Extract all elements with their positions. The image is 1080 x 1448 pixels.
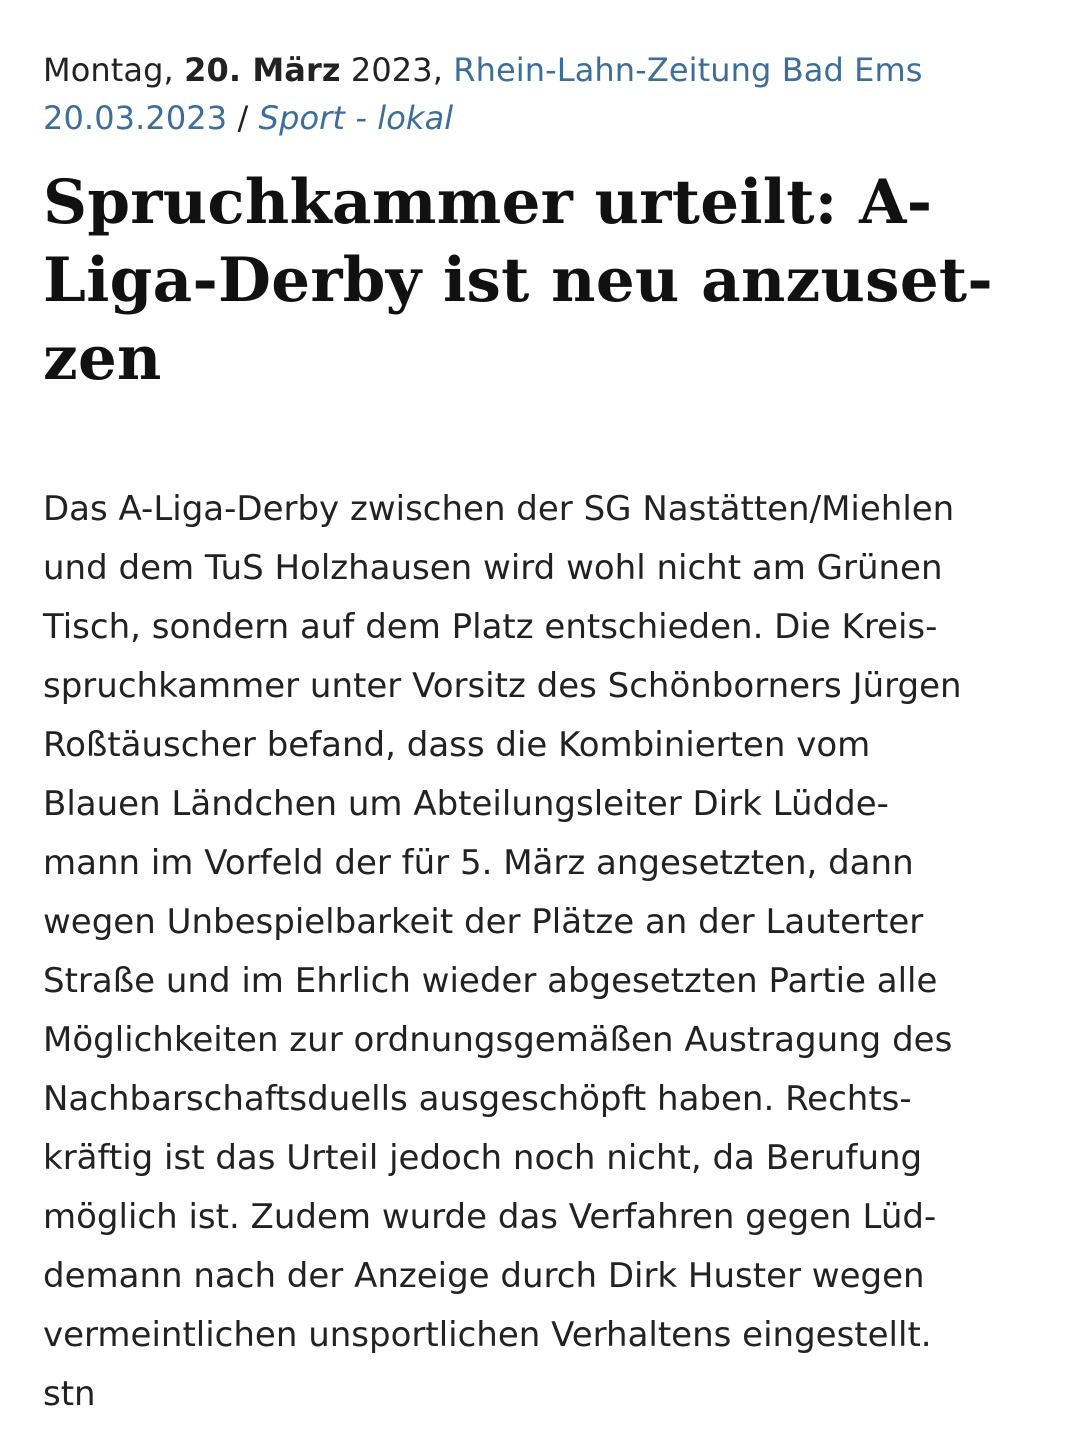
body-line: spruchkammer unter Vorsitz des Schönborners Jürgen [43,666,962,706]
meta-separator: / [237,99,249,137]
body-line: Das A-Liga-Derby zwischen der SG Nastätten/Miehlen [43,489,955,529]
body-line: Blauen Ländchen um Abteilungsleiter Dirk Lüdde- [43,784,889,824]
body-line: Straße und im Ehrlich wieder abgesetzten Partie alle [43,961,938,1001]
body-line: möglich ist. Zudem wurde das Verfahren gegen Lüd- [43,1197,937,1237]
body-line: kräftig ist das Urteil jedoch noch nicht, da Berufung [43,1138,923,1178]
meta-line-2 [43,94,1053,142]
body-line: Roßtäuscher befand, dass die Kombinierten vom [43,725,871,765]
section-link[interactable]: Sport - lokal [258,99,454,137]
body-line: wegen Unbespielbarkeit der Plätze an der Lauterter [43,902,924,942]
date-year: 2023, [350,51,443,89]
body-line: mann im Vorfeld der für 5. März angesetzten, dann [43,843,914,883]
headline-line: zen [43,323,162,394]
article-meta [43,46,1053,142]
author-initials: stn [43,1374,96,1414]
article [43,0,1053,1424]
body-line: demann nach der Anzeige durch Dirk Huster wegen [43,1256,925,1296]
body-line: Tisch, sondern auf dem Platz entschieden. Die Kreis- [43,607,938,647]
body-line: und dem TuS Holzhausen wird wohl nicht am Grünen [43,548,943,588]
meta-line-1 [43,46,1053,94]
body-line: Nachbarschaftsduells ausgeschöpft haben. Rechts- [43,1079,912,1119]
headline-line: Liga-Derby ist neu anzuset- [43,245,994,316]
article-body [43,480,1053,1424]
source-link[interactable]: Rhein-Lahn-Zeitung Bad Ems [453,51,923,89]
issue-date-link[interactable]: 20.03.2023 [43,99,228,137]
weekday: Montag, [43,51,174,89]
headline-line: Spruchkammer urteilt: A- [43,167,933,238]
body-line: Möglichkeiten zur ordnungsgemäßen Austragung des [43,1020,953,1060]
body-line: vermeintlichen unsportlichen Verhaltens eingestellt. [43,1315,932,1355]
headline [43,164,1043,398]
date-day-month: 20. März [184,51,341,89]
